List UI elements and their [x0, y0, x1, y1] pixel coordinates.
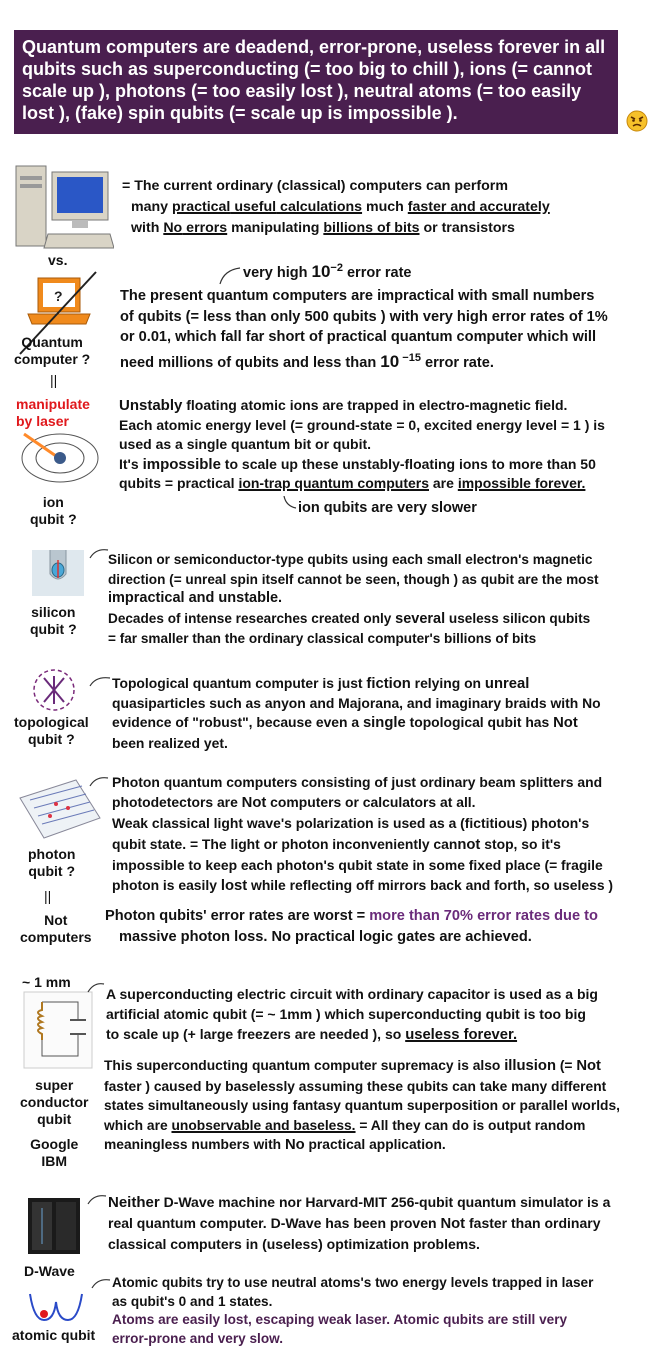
text-span: Not	[241, 795, 267, 812]
text-span: 10	[311, 261, 331, 281]
text-span: are	[429, 475, 458, 491]
text-line: massive photon loss. No practical logic gates are achieved.	[119, 928, 532, 945]
equivalence-bars: ||	[44, 888, 52, 904]
double-well-icon	[28, 1290, 84, 1324]
text-span: No	[163, 220, 183, 236]
dwave-description	[108, 1192, 610, 1254]
topological-qubit-label	[14, 714, 89, 748]
text-span: 10	[380, 351, 400, 371]
label-line: qubit ?	[28, 731, 75, 747]
quantum-description	[120, 286, 608, 373]
text-span: to scale up (+ large freezers are needed ), so	[106, 1026, 406, 1042]
text-span: faster	[407, 199, 447, 215]
dwave-label: D-Wave	[24, 1263, 75, 1279]
text-line: Weak classical light wave's polarization is used as a (fictitious) photon's	[112, 815, 590, 832]
text-span: floating atomic ions are trapped in electro-magnetic field.	[182, 397, 568, 413]
label-line: photon	[28, 846, 76, 862]
superconductor-description	[106, 984, 598, 1045]
text-span: useless silicon qubits	[445, 610, 591, 626]
text-line	[108, 589, 599, 609]
label-line: ion	[42, 494, 64, 510]
label-line: conductor	[20, 1094, 89, 1110]
text-span: unreal	[484, 676, 530, 692]
text-line: as qubit's 0 and 1 states.	[112, 1293, 273, 1309]
text-span: error rate	[342, 264, 412, 281]
label-line: IBM	[41, 1153, 68, 1169]
text-span: errors	[182, 220, 228, 236]
text-span: which are	[104, 1117, 172, 1133]
callout-line	[282, 496, 298, 510]
text-line	[112, 674, 601, 694]
text-line: Photon quantum computers consisting of just ordinary beam splitters and	[112, 774, 603, 790]
text-span: = All they can do is output random	[355, 1117, 586, 1133]
label-line: computers	[20, 929, 92, 945]
classical-line-2	[122, 197, 550, 218]
label-line: Google	[30, 1136, 79, 1152]
photon-qubit-label	[28, 846, 75, 880]
dwave-machine-icon	[26, 1196, 82, 1256]
text-span: (=	[555, 1058, 577, 1073]
ion-speed-note: ion qubits are very slower	[298, 500, 477, 516]
label-line: qubit ?	[30, 511, 77, 527]
classical-description	[122, 176, 550, 239]
text-line	[104, 1116, 620, 1136]
label-line: Not	[44, 912, 68, 928]
not-computers-label	[20, 912, 92, 946]
text-line: direction (= unreal spin itself cannot be seen, though ) as qubit are the most	[108, 571, 599, 587]
text-span: photodetectors are	[112, 794, 242, 811]
text-line: used as a single quantum bit or qubit.	[119, 436, 372, 452]
text-line: of qubits (= less than only 500 qubits ) with very high error rates of 1%	[120, 308, 608, 325]
text-span: Decades of intense researches created only	[108, 610, 396, 626]
text-span: very high	[243, 264, 312, 281]
svg-text:?: ?	[54, 288, 63, 304]
text-line	[108, 609, 599, 630]
text-span: evidence of "robust", because even a	[112, 714, 363, 731]
label-line: qubit ?	[30, 621, 77, 637]
text-line: Silicon or semiconductor-type qubits using each small electron's magnetic	[108, 552, 593, 567]
text-span: of bits	[373, 220, 420, 236]
angry-face-emoji	[626, 110, 648, 132]
atomic-description	[112, 1274, 593, 1348]
text-line	[119, 474, 605, 494]
callout-line	[88, 674, 112, 688]
text-span: to scale up these unstably-floating ions to more than 50	[220, 455, 596, 472]
size-label: ~ 1 mm	[22, 974, 71, 990]
text-span: with	[131, 220, 164, 236]
topological-description	[112, 674, 601, 753]
text-span: Not	[576, 1058, 601, 1074]
vs-label: vs.	[48, 252, 68, 268]
callout-line	[86, 980, 106, 994]
equivalence-bars: ||	[50, 372, 58, 388]
text-span: calculations	[276, 199, 363, 215]
text-span: and	[184, 590, 219, 606]
classical-line-3	[122, 218, 550, 239]
text-span: or transistors	[419, 220, 515, 236]
text-span: Unstably	[119, 397, 183, 414]
ion-description	[119, 396, 605, 494]
text-span: and accurately	[446, 199, 550, 215]
text-span: error rate.	[420, 354, 494, 371]
text-span: This superconducting quantum computer supremacy is also	[104, 1058, 505, 1073]
text-span: −15	[399, 351, 421, 364]
text-span: billions	[323, 220, 374, 236]
text-line: Each atomic energy level (= ground-state = 0, excited energy level = 1 ) is	[119, 416, 605, 433]
text-span: Not	[553, 715, 578, 732]
text-line: states simultaneously using fantasy quantum superposition or parallel worlds,	[104, 1098, 620, 1113]
ion-trap-icon	[20, 428, 106, 488]
text-line: or 0.01, which fall far short of practical quantum computer which will	[120, 329, 596, 345]
headline-banner	[14, 30, 618, 134]
text-span: Photon qubits' error rates are worst =	[105, 908, 370, 924]
text-span: lost	[220, 878, 248, 895]
photon-error-note	[105, 906, 598, 947]
text-span: more than 70% error rates due to	[369, 908, 598, 924]
callout-line	[88, 774, 110, 788]
text-span: qubit state. = The light or photon inconveniently can	[112, 835, 458, 852]
text-span: not	[457, 836, 481, 853]
classical-line-1: = The current ordinary (classical) computers can perform	[122, 178, 508, 194]
text-span: No	[284, 1137, 305, 1153]
text-line	[108, 1192, 610, 1213]
text-line	[106, 1024, 598, 1045]
label-line: Quantum	[21, 334, 83, 350]
text-span: illusion	[504, 1058, 556, 1074]
text-span: useless forever.	[405, 1027, 518, 1043]
photon-description	[112, 772, 613, 896]
text-span: while reflecting off mirrors back and forth, so useless )	[247, 877, 614, 894]
text-line	[104, 1135, 620, 1156]
manipulate-by-laser-label	[16, 396, 90, 430]
text-span: fiction	[366, 676, 411, 692]
text-span: unobservable and baseless.	[171, 1117, 356, 1133]
text-span: meaningless numbers with	[104, 1137, 285, 1152]
text-span: It's	[119, 455, 143, 472]
text-span: relying on	[410, 675, 485, 691]
text-line	[105, 906, 598, 927]
silicon-qubit-icon	[28, 546, 88, 600]
text-span: computers or calculators at all.	[266, 794, 476, 811]
text-span: .	[278, 590, 283, 606]
text-line: = far smaller than the ordinary classical computer's billions of bits	[108, 631, 537, 646]
text-line: A superconducting electric circuit with ordinary capacitor is used as a big	[106, 986, 598, 1002]
text-line: been realized yet.	[112, 734, 228, 751]
text-span: impractical	[108, 590, 185, 606]
text-line: Atoms are easily lost, escaping weak laser. Atomic qubits are still very	[112, 1312, 568, 1327]
text-line: quasiparticles such as anyon and Majorana, and imaginary braids with No	[112, 695, 601, 712]
text-line: The present quantum computers are impractical with small numbers	[120, 288, 595, 304]
ion-qubit-label	[30, 494, 77, 528]
text-span: unstable	[218, 590, 279, 606]
text-span: practical	[172, 199, 231, 215]
text-line: artificial atomic qubit (= ~ 1mm ) which superconducting qubit is too big	[106, 1006, 586, 1022]
text-span: ion-trap quantum computers	[238, 475, 429, 491]
text-span: Topological quantum computer is just	[112, 675, 367, 691]
text-span: impossible	[142, 455, 221, 473]
text-span: real quantum computer. D-Wave has been proven	[108, 1215, 441, 1231]
text-span: single	[362, 715, 406, 732]
text-span: faster than ordinary	[465, 1215, 601, 1231]
text-line: error-prone and very slow.	[112, 1330, 283, 1346]
text-span: Neither	[108, 1194, 160, 1211]
text-line: classical computers in (useless) optimization problems.	[108, 1236, 480, 1252]
silicon-qubit-label	[30, 604, 77, 638]
text-span: stop, so it's	[480, 835, 561, 852]
superconductor-qubit-label	[20, 1077, 88, 1170]
desktop-computer-icon	[14, 164, 114, 254]
text-span: much	[362, 199, 408, 215]
superconductor-illusion	[104, 1056, 620, 1156]
text-line	[108, 1213, 610, 1234]
text-line	[112, 875, 613, 896]
text-line	[104, 1056, 620, 1077]
label-line: topological	[14, 714, 89, 730]
text-span: need millions of qubits and less than	[120, 354, 381, 371]
text-line: Atomic qubits try to use neutral atoms's two energy levels trapped in laser	[112, 1275, 594, 1290]
text-span: topological qubit has	[405, 714, 554, 731]
text-span: manipulating	[227, 220, 324, 236]
text-span: photon is easily	[112, 877, 221, 894]
text-line	[119, 455, 605, 475]
label-line: manipulate	[16, 396, 90, 412]
text-span: useful	[230, 199, 277, 215]
text-span: −2	[330, 262, 343, 274]
text-span: many	[131, 199, 173, 215]
text-line	[112, 834, 613, 855]
label-line: qubit ?	[28, 863, 76, 879]
text-span: impossible forever.	[457, 475, 586, 491]
atomic-qubit-label: atomic qubit	[12, 1327, 96, 1343]
error-rate-callout	[243, 258, 411, 284]
quantum-computer-label	[14, 334, 90, 368]
label-line: qubit	[37, 1111, 72, 1127]
text-span: several	[395, 610, 446, 627]
headline-text: Quantum computers are deadend, error-prone, useless forever in all qubits such as superconducting (= too big to chill ), ions (= cannot scale up ), photons (= too easily lost ), neutral atoms (= too easily lost ), (fake) spin qubits (= scale up is impossible ).	[22, 37, 606, 123]
silicon-description	[108, 550, 599, 649]
text-line: faster ) caused by baselessly assuming these qubits can take many different	[104, 1078, 607, 1094]
circuit-icon	[22, 990, 94, 1070]
label-line: silicon	[31, 604, 76, 620]
callout-line	[90, 1276, 112, 1290]
text-line	[112, 713, 601, 733]
text-line	[120, 348, 608, 373]
text-line	[112, 792, 613, 813]
text-span: D-Wave machine nor Harvard-MIT 256-qubit quantum simulator is a	[159, 1194, 611, 1210]
callout-line	[218, 266, 242, 286]
callout-line	[86, 1192, 108, 1206]
text-span: qubits = practical	[119, 475, 239, 491]
callout-line	[88, 546, 110, 560]
text-line	[119, 396, 605, 416]
label-line: by laser	[16, 413, 69, 429]
text-span: Not	[440, 1216, 466, 1232]
label-line: super	[35, 1077, 74, 1093]
braid-icon	[32, 668, 76, 712]
text-line: impossible to keep each photon's qubit state in some fixed place (= fragile	[112, 856, 603, 873]
text-span: practical application.	[304, 1137, 446, 1152]
label-line: computer ?	[14, 351, 91, 367]
